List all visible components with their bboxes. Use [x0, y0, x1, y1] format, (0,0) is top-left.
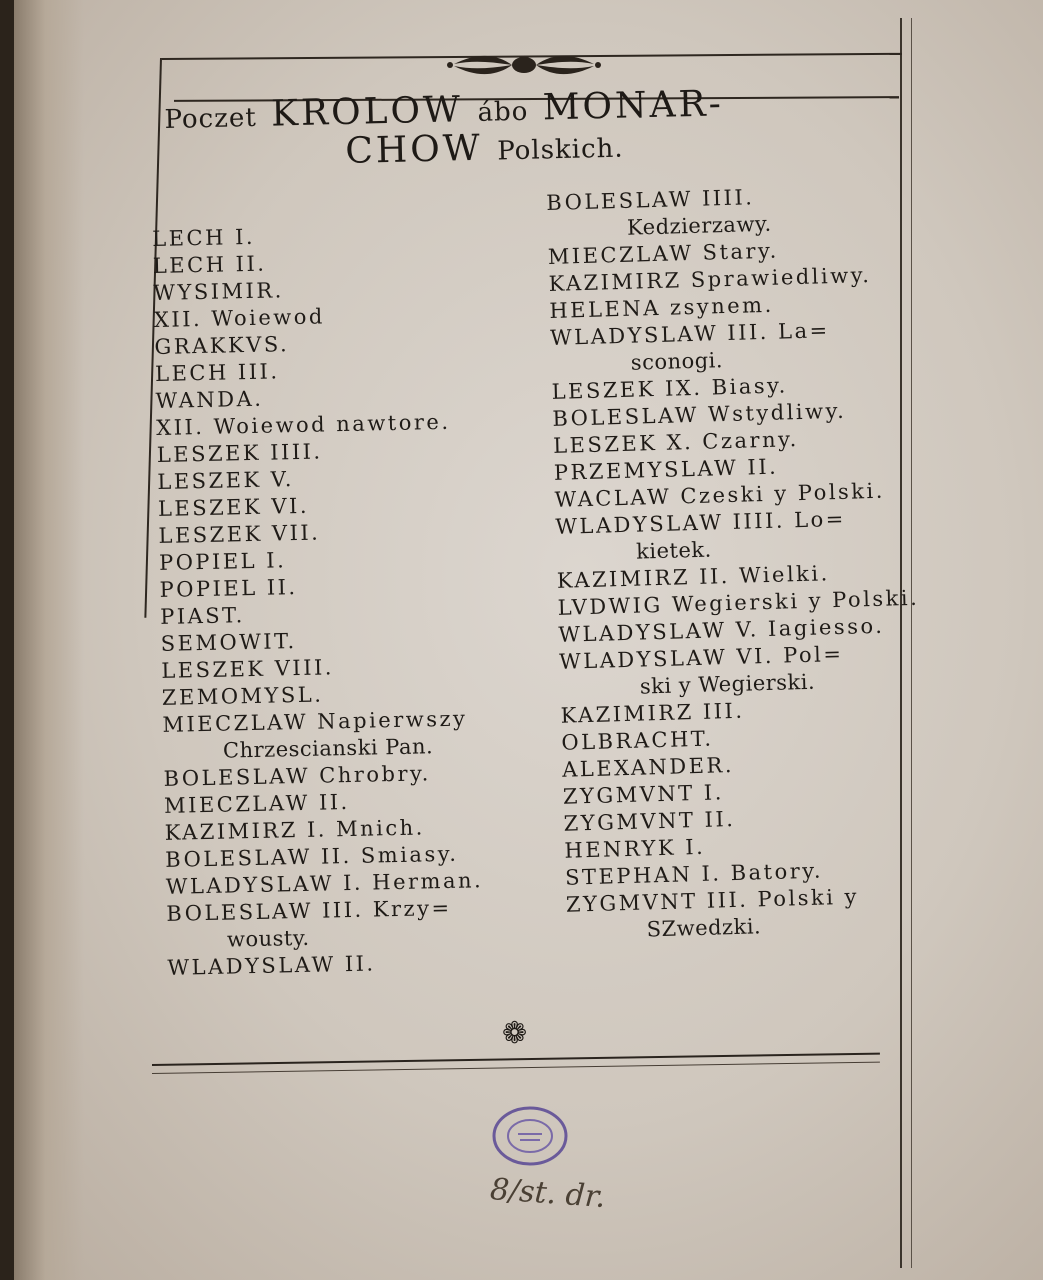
monarch-entry: ZEMOMYSL.	[161, 682, 324, 710]
monarch-entry: ZYGMVNT II.	[563, 806, 736, 836]
monarch-entry: POPIEL II.	[159, 575, 298, 602]
monarch-entry: LESZEK VIII.	[161, 655, 335, 683]
monarch-entry: LECH II.	[152, 251, 267, 278]
monarch-entry: BOLESLAW III. Krzy=	[166, 895, 452, 926]
page-title	[164, 79, 906, 176]
monarch-entry: MIECZLAW II.	[163, 789, 350, 818]
monarch-entry: WYSIMIR.	[153, 278, 285, 305]
monarch-list-right	[546, 180, 929, 946]
monarch-entry: SZwedzki.	[646, 914, 762, 942]
monarch-entry: XII. Woiewod nawtore.	[155, 409, 451, 440]
monarch-entry: ALEXANDER.	[561, 752, 735, 782]
monarch-entry: ski y Wegierski.	[639, 669, 816, 699]
monarch-entry: LESZEK IIII.	[156, 439, 323, 467]
monarch-entry: LESZEK X. Czarny.	[552, 427, 800, 458]
monarch-entry: KAZIMIRZ II. Wielki.	[556, 561, 831, 593]
monarch-entry: XII. Woiewod	[153, 304, 326, 332]
monarch-entry: POPIEL I.	[158, 548, 287, 575]
monarch-entry: PRZEMYSLAW II.	[553, 454, 779, 485]
library-stamp-icon	[490, 1104, 570, 1168]
monarch-list-left	[152, 219, 485, 981]
monarch-entry: WLADYSLAW VI. Pol=	[558, 641, 844, 674]
monarch-entry: kietek.	[635, 537, 713, 564]
monarch-entry: WACLAW Czeski y Polski.	[554, 478, 886, 512]
binding-shadow	[14, 0, 84, 1280]
monarch-entry: STEPHAN I. Batory.	[564, 858, 824, 890]
title-word-krolow: KROLOW	[270, 89, 464, 135]
monarch-entry: HENRYK I.	[564, 834, 706, 863]
monarch-entry: BOLESLAW Wstydliwy.	[552, 398, 847, 431]
monarch-entry: LESZEK VI.	[157, 493, 310, 521]
book-page	[14, 0, 1043, 1280]
monarch-entry: ZYGMVNT I.	[562, 780, 725, 809]
monarch-entry: KAZIMIRZ I. Mnich.	[164, 815, 426, 845]
title-word-abo: ábo	[477, 96, 529, 128]
monarch-entry: LESZEK IX. Biasy.	[551, 373, 789, 404]
monarch-entry: OLBRACHT.	[561, 726, 714, 755]
monarch-entry: SEMOWIT.	[160, 629, 297, 656]
monarch-entry: BOLESLAW II. Smiasy.	[165, 841, 459, 872]
monarch-entry: WLADYSLAW IIII. Lo=	[555, 506, 847, 539]
monarch-entry: LVDWIG Wegierski y Polski.	[557, 585, 920, 620]
monarch-entry: WLADYSLAW III. La=	[549, 318, 830, 350]
monarch-entry: ZYGMVNT III. Polski y	[565, 884, 860, 917]
monarch-entry: LESZEK VII.	[158, 520, 321, 548]
monarch-entry: WANDA.	[155, 386, 264, 413]
handwritten-shelfmark: 8/st. dr.	[488, 1172, 607, 1215]
monarch-entry: BOLESLAW Chrobry.	[163, 761, 432, 791]
fleuron-icon: ❁	[502, 1016, 528, 1051]
title-word-poczet: Poczet	[164, 102, 258, 135]
monarch-entry: MIECZLAW Napierwszy	[162, 706, 468, 737]
title-word-chow: CHOW	[344, 127, 484, 172]
monarch-entry: HELENA zsynem.	[549, 292, 775, 323]
monarch-entry: PIAST.	[159, 603, 245, 629]
monarch-entry: LESZEK V.	[157, 467, 295, 494]
monarch-entry: LECH III.	[154, 359, 280, 386]
monarch-entry: WLADYSLAW II.	[167, 951, 376, 980]
monarch-entry: Chrzescianski Pan.	[222, 734, 434, 763]
monarch-entry: MIECZLAW Stary.	[547, 238, 780, 269]
monarch-entry: WLADYSLAW V. Iagiesso.	[558, 613, 885, 647]
monarch-entry: sconogi.	[630, 348, 724, 375]
monarch-entry: BOLESLAW IIII.	[546, 185, 755, 215]
monarch-entry: GRAKKVS.	[154, 332, 290, 359]
monarch-entry: wousty.	[226, 925, 310, 952]
monarch-entry: KAZIMIRZ Sprawiedliwy.	[548, 262, 872, 296]
monarch-entry: WLADYSLAW I. Herman.	[165, 868, 484, 899]
monarch-entry: LECH I.	[152, 224, 256, 251]
monarch-entry: Kedzierzawy.	[626, 211, 772, 240]
title-word-monar: MONAR-	[542, 83, 725, 129]
floral-headpiece-icon	[444, 50, 604, 80]
title-word-polskich: Polskich.	[496, 133, 624, 167]
monarch-entry: KAZIMIRZ III.	[560, 698, 745, 728]
